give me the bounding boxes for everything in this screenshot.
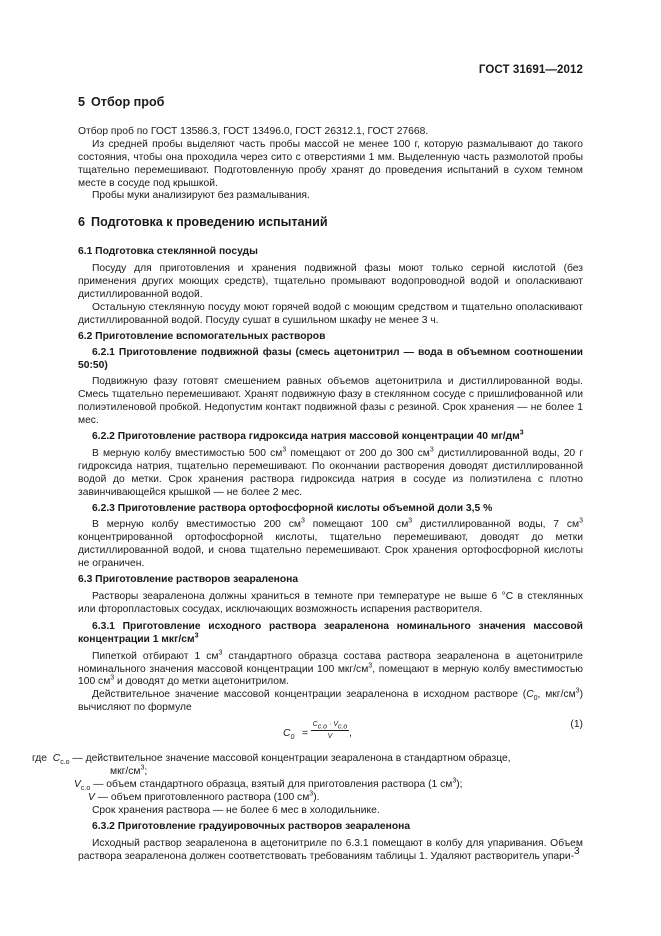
s63-heading: 6.3 Приготовление растворов зеараленона: [78, 574, 299, 586]
page-number: 3: [574, 846, 580, 857]
legend-item-cso: где $C_{с.о}$ — действительное значение массовой концентрации зеараленона в стандартном образце,: [32, 753, 511, 767]
s631-heading: 6.3.1 Приготовление исходного раствора зеараленона номинального значения массовой концентрации 1 мкг/$см^3$: [78, 620, 583, 645]
s622-heading: 6.2.2 Приготовление раствора гидроксида натрия массовой концентрации 40 $мг/дм^3$: [92, 429, 524, 443]
s63-paragraph: Растворы зеараленона должны храниться в темноте при температуре не выше 6 °С в стеклянных или фторопластовых сосудах, исключающих возможность испарения растворителя.: [78, 591, 583, 615]
storage-note: Срок хранения раствора — не более 6 мес в холодильнике.: [92, 804, 380, 816]
formula-fraction: [311, 720, 349, 741]
legend-item-vso: $V_{с.о}$ — объем стандартного образца, взятый для приготовления раствора (1 $см^3$);: [74, 777, 463, 793]
section-5-heading: 5 Отбор проб: [78, 95, 165, 109]
s5-paragraph-1: Отбор проб по ГОСТ 13586.3, ГОСТ 13496.0, ГОСТ 26312.1, ГОСТ 27668.: [78, 125, 429, 137]
s622-paragraph: В мерную колбу вместимостью 500 $см^3$ помещают от 200 до 300 $см^3$ дистиллированной воды, 20 г гидроксида натрия, тщательно перемешивают. По окончании растворения доводят дистиллированной водой до метки. Срок хранения раствора гидроксида натрия в сосуде из полиэтилена с плотно завинчивающейся крышкой — не более 2 мес.: [78, 446, 584, 498]
legend-item-v: V — объем приготовленного раствора (100 $см^3$).: [88, 790, 320, 803]
s621-paragraph: Подвижную фазу готовят смешением равных объемов ацетонитрила и дистиллированной воды. Смесь тщательно перемешивают. Хранят подвижную фазу в стеклянном сосуде с пришлифованной или полиэтиленовой пробкой. Недопустим контакт подвижной фазы с резиной. Срок хранения — не более 1 мес.: [78, 376, 583, 427]
s62-heading: 6.2 Приготовление вспомогательных растворов: [78, 330, 326, 342]
formula-denominator: V: [327, 733, 333, 741]
formula-equals: =: [302, 728, 309, 740]
s623-paragraph: В мерную колбу вместимостью 200 $см^3$ помещают 100 $см^3$ дистиллированной воды, 7 $см^3$ концентрированной ортофосфорной кислоты, тщательно перемешивают, доводят до метки дистиллированной водой, и снова тщательно перемешивают. Срок хранения ортофосфорной кислоты не ограничен.: [78, 518, 583, 570]
s632-paragraph: Исходный раствор зеараленона в ацетонитриле по 6.3.1 помещают в колбу для упаривания. Объем раствора зеараленона должен соответствовать требованиям таблицы 1. Удаляют растворитель упари-: [78, 837, 583, 862]
s61-paragraph-2: Остальную стеклянную посуду моют горячей водой с моющим средством и тщательно ополаскивают дистиллированной водой. Посуду сушат в сушильном шкафу не менее 3 ч.: [78, 301, 583, 326]
s621-heading: 6.2.1 Приготовление подвижной фазы (смесь ацетонитрил — вода в объемном соотношении 50:50): [78, 346, 583, 371]
standard-header: ГОСТ 31691—2012: [478, 64, 583, 76]
s61-paragraph-1: Посуду для приготовления и хранения подвижной фазы моют только серной кислотой (без применения других моющих средств), тщательно промывают водопроводной водой и ополаскивают дистиллированной водой.: [78, 263, 583, 300]
formula-lhs: $C_0$: [283, 728, 295, 742]
s632-heading: 6.3.2 Приготовление градуировочных растворов зеараленона: [92, 820, 411, 832]
s631-paragraph-1: Пипеткой отбирают 1 $см^3$ стандартного образца состава раствора зеараленона в ацетонитриле номинального значения массовой концентрации 100 мкг/$см^3$, помещают в мерную колбу вместимостью 100 $см^3$ и доводят до метки ацетонитрилом.: [78, 649, 583, 688]
s623-heading: 6.2.3 Приготовление раствора ортофосфорной кислоты объемной доли 3,5 %: [92, 502, 493, 514]
formula-1: $C_0$ = $C_{с.о} \cdot V_{с.о}$ V , (1): [283, 719, 583, 742]
section-6-heading: 6 Подготовка к проведению испытаний: [78, 215, 328, 230]
s5-paragraph-2: Из средней пробы выделяют часть пробы массой не менее 100 г, которую размалывают до такого состояния, чтобы она проходила через сито с отверстиями 1 мм. Выделенную часть размолотой пробы тщательно перемешивают. Подготовленную пробу хранят до проведения испытаний в сухом темном месте в сосуде под крышкой.: [78, 138, 583, 189]
s631-paragraph-2: Действительное значение массовой концентрации зеараленона в исходном растворе ($C_0$, мкг/$см^3$) вычисляют по формуле: [78, 687, 583, 714]
legend-item-cso-unit: мкг/$см^3$;: [110, 764, 148, 778]
formula-numerator: $C_{с.о} \cdot V_{с.о}$: [312, 721, 348, 731]
formula-number: (1): [570, 719, 583, 731]
page-content: [32, 94, 584, 863]
s61-heading: 6.1 Подготовка стеклянной посуды: [78, 246, 258, 258]
formula-legend: [32, 753, 583, 805]
s5-paragraph-3: Пробы муки анализируют без размалывания.: [92, 190, 310, 202]
